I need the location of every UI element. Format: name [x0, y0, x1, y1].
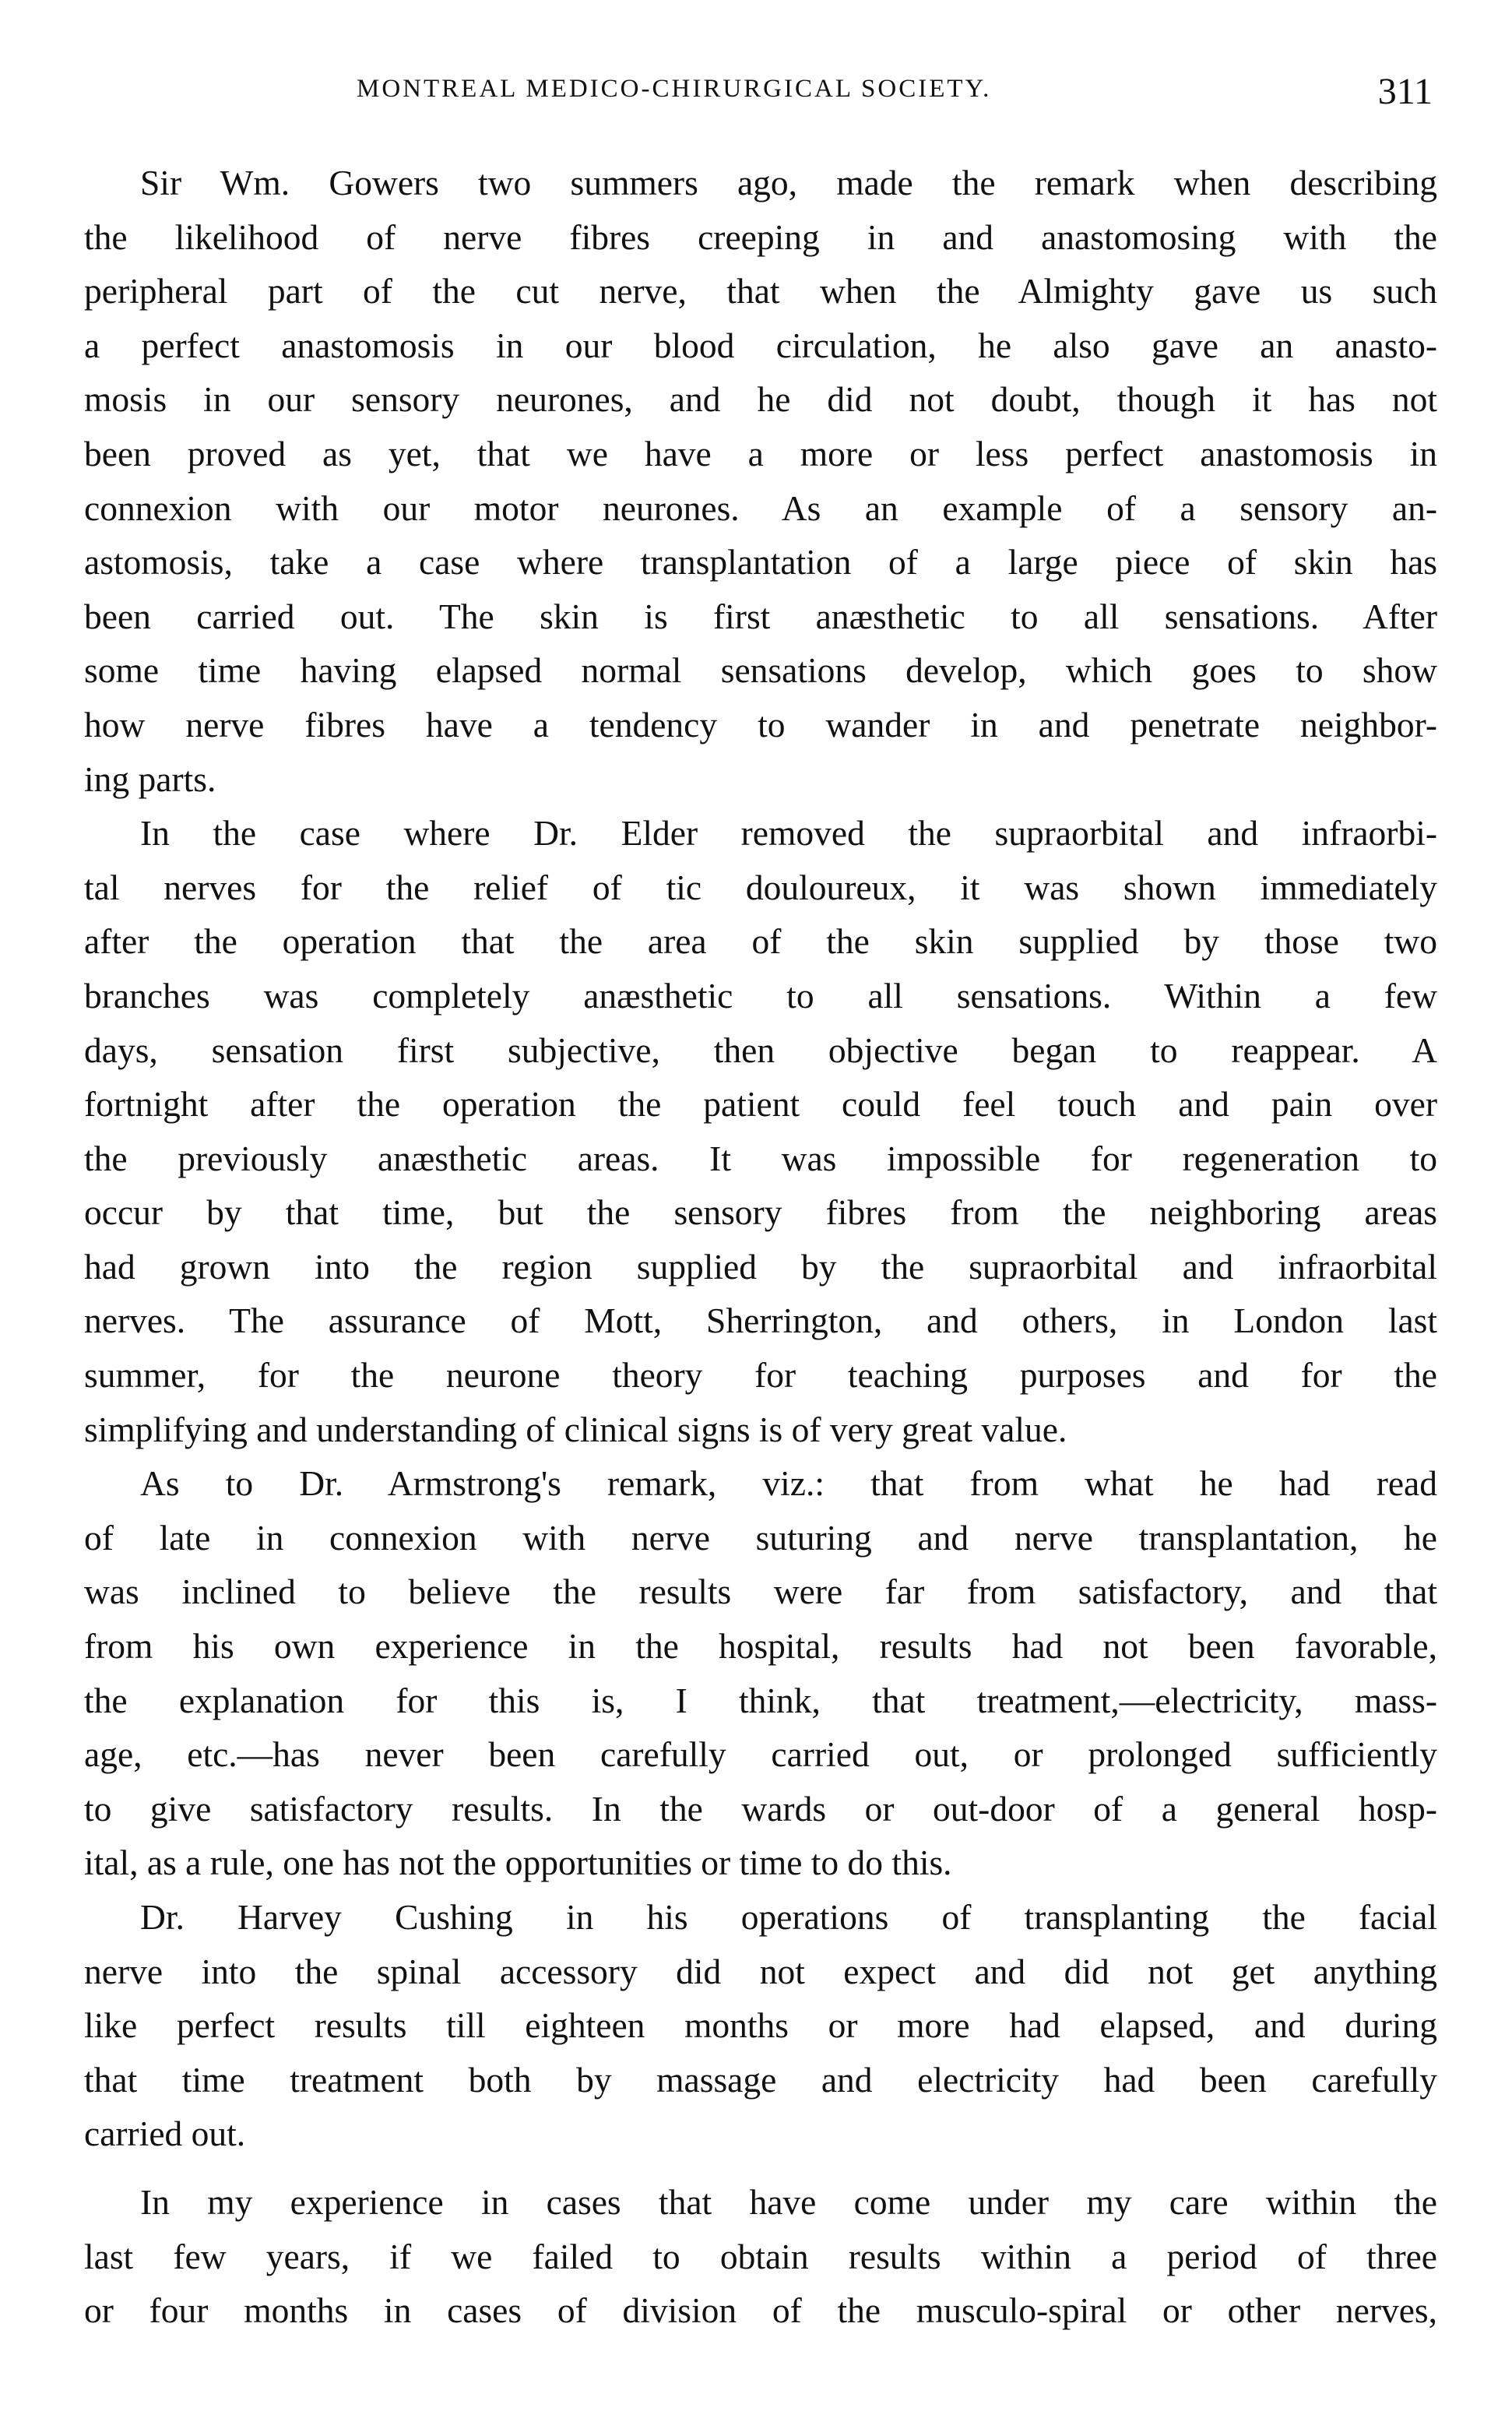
- text-line: Dr. Harvey Cushing in his operations of transplanting the facial: [140, 1897, 1437, 1937]
- text-line: nerve into the spinal accessory did not expect and did not get anything: [84, 1951, 1437, 1991]
- text-line: nerves. The assurance of Mott, Sherrington, and others, in London last: [84, 1301, 1437, 1341]
- text-line: As to Dr. Armstrong's remark, viz.: that from what he had read: [140, 1463, 1437, 1504]
- text-line: occur by that time, but the sensory fibres from the neighboring areas: [84, 1192, 1437, 1233]
- text-line: been proved as yet, that we have a more or less perfect anastomosis in: [84, 433, 1437, 473]
- text-line: fortnight after the operation the patient could feel touch and pain over: [84, 1084, 1437, 1125]
- paragraph-elder: [84, 806, 1437, 1456]
- text-line: ital, as a rule, one has not the opportunities or time to do this.: [84, 1843, 952, 1883]
- text-line: tal nerves for the relief of tic douloureux, it was shown immediately: [84, 867, 1437, 907]
- text-line: of late in connexion with nerve suturing and nerve transplantation, he: [84, 1517, 1437, 1558]
- paragraph-gowers: [84, 156, 1437, 806]
- text-line: carried out.: [84, 2114, 246, 2154]
- text-line: the explanation for this is, I think, that treatment,—electricity, mass-: [84, 1680, 1437, 1720]
- text-line: simplifying and understanding of clinical signs is of very great value.: [84, 1409, 1067, 1449]
- paragraph-cushing: [84, 1890, 1437, 2161]
- text-line: was inclined to believe the results were far from satisfactory, and that: [84, 1572, 1437, 1612]
- paragraph-experience: [84, 2175, 1437, 2338]
- text-line: ing parts.: [84, 759, 216, 799]
- text-line: like perfect results till eighteen months or more had elapsed, and during: [84, 2005, 1437, 2046]
- text-line: the previously anæsthetic areas. It was impossible for regeneration to: [84, 1138, 1437, 1178]
- text-line: branches was completely anæsthetic to all sensations. Within a few: [84, 975, 1437, 1016]
- body-text: [84, 156, 1437, 2338]
- text-line: some time having elapsed normal sensations develop, which goes to show: [84, 650, 1437, 691]
- text-line: peripheral part of the cut nerve, that when the Almighty gave us such: [84, 271, 1437, 312]
- text-line: the likelihood of nerve fibres creeping in and anastomosing with the: [84, 216, 1437, 257]
- text-line: last few years, if we failed to obtain results within a period of three: [84, 2236, 1437, 2276]
- text-line: from his own experience in the hospital, results had not been favorable,: [84, 1626, 1437, 1667]
- text-line: In my experience in cases that have come under my care within the: [140, 2181, 1437, 2222]
- text-line: or four months in cases of division of the musculo-spiral or other nerves,: [84, 2290, 1437, 2331]
- text-line: days, sensation first subjective, then objective began to reappear. A: [84, 1030, 1437, 1070]
- page-number: 311: [1377, 71, 1433, 112]
- paragraph-armstrong: [84, 1456, 1437, 1890]
- text-line: mosis in our sensory neurones, and he did not doubt, though it has not: [84, 379, 1437, 420]
- text-line: had grown into the region supplied by the supraorbital and infraorbital: [84, 1246, 1437, 1287]
- text-line: a perfect anastomosis in our blood circulation, he also gave an anasto-: [84, 325, 1437, 365]
- text-line: summer, for the neurone theory for teaching purposes and for the: [84, 1355, 1437, 1396]
- text-line: been carried out. The skin is first anæsthetic to all sensations. After: [84, 596, 1437, 636]
- text-line: astomosis, take a case where transplantation of a large piece of skin has: [84, 542, 1437, 583]
- text-line: Sir Wm. Gowers two summers ago, made the remark when describing: [140, 163, 1437, 202]
- text-line: after the operation that the area of the skin supplied by those two: [84, 921, 1437, 962]
- text-line: age, etc.—has never been carefully carried out, or prolonged sufficiently: [84, 1734, 1437, 1775]
- text-line: In the case where Dr. Elder removed the supraorbital and infraorbi-: [140, 813, 1437, 854]
- text-line: that time treatment both by massage and electricity had been carefully: [84, 2059, 1437, 2100]
- running-head: [156, 71, 1433, 121]
- text-line: how nerve fibres have a tendency to wander in and penetrate neighbor-: [84, 704, 1437, 745]
- text-line: to give satisfactory results. In the wards or out-door of a general hosp-: [84, 1788, 1437, 1829]
- running-head-title: MONTREAL MEDICO-CHIRURGICAL SOCIETY.: [357, 75, 992, 103]
- text-line: connexion with our motor neurones. As an example of a sensory an-: [84, 488, 1437, 528]
